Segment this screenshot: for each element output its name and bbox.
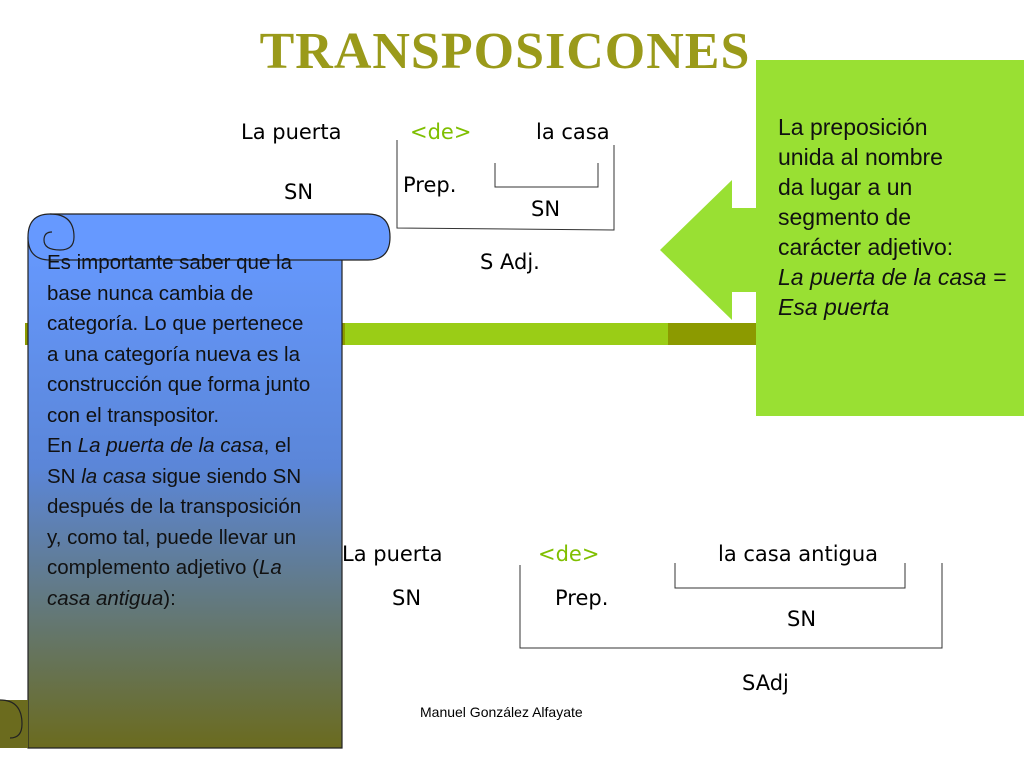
example2-label-sn-left: SN: [392, 586, 422, 610]
example2-prep: <de>: [538, 542, 600, 566]
scroll-text-fragment: En: [47, 434, 78, 457]
scroll-italic-fragment: La casa antigua: [47, 556, 282, 610]
example2-outer-bracket: [520, 563, 942, 648]
example1-label-sn-inner: SN: [531, 197, 561, 221]
callout-line: da lugar a un: [778, 174, 913, 200]
scroll-text-fragment: , el SN: [47, 434, 291, 488]
callout-box: [756, 60, 1024, 416]
page-title: TRANSPOSICONES: [259, 23, 751, 80]
footer-author: Manuel González Alfayate: [420, 704, 583, 720]
scroll-italic-fragment: la casa: [81, 464, 147, 488]
callout-line: segmento de: [778, 204, 911, 230]
example1-word2: la casa: [536, 120, 610, 144]
scroll-text-fragment: ):: [163, 586, 176, 610]
callout-example: La puerta de la casa = Esa puerta: [778, 264, 1007, 320]
example2-inner-bracket: [675, 563, 905, 588]
scroll-paragraph-1: Es importante saber que la base nunca cambia de categoría. Lo que pertenece a una categoría nueva es la construcción que forma junto con el transpositor.: [47, 251, 311, 427]
example1-label-sn-left: SN: [284, 180, 314, 204]
example2-word2: la casa antigua: [718, 542, 879, 566]
scroll-italic-fragment: La puerta de la casa: [77, 434, 264, 457]
example2-label-sadj: SAdj: [742, 671, 789, 695]
example2-label-sn-inner: SN: [787, 607, 817, 631]
left-arrow-icon: [660, 180, 770, 320]
example1-word1: La puerta: [241, 120, 342, 144]
example1-label-sadj: S Adj.: [480, 250, 540, 274]
example2-word1: La puerta: [342, 542, 443, 566]
callout-text: [778, 112, 1018, 322]
scroll-text: [47, 248, 317, 614]
example1-prep: <de>: [410, 120, 472, 144]
example1-label-prep: Prep.: [403, 173, 457, 197]
callout-line: unida al nombre: [778, 144, 943, 170]
example2-label-prep: Prep.: [555, 586, 609, 610]
scroll-text-fragment: sigue siendo SN después de la transposición y, como tal, puede llevar un complemento adjetivo (: [47, 464, 302, 579]
callout-line: carácter adjetivo:: [778, 234, 954, 260]
callout-line: La preposición: [778, 114, 928, 140]
